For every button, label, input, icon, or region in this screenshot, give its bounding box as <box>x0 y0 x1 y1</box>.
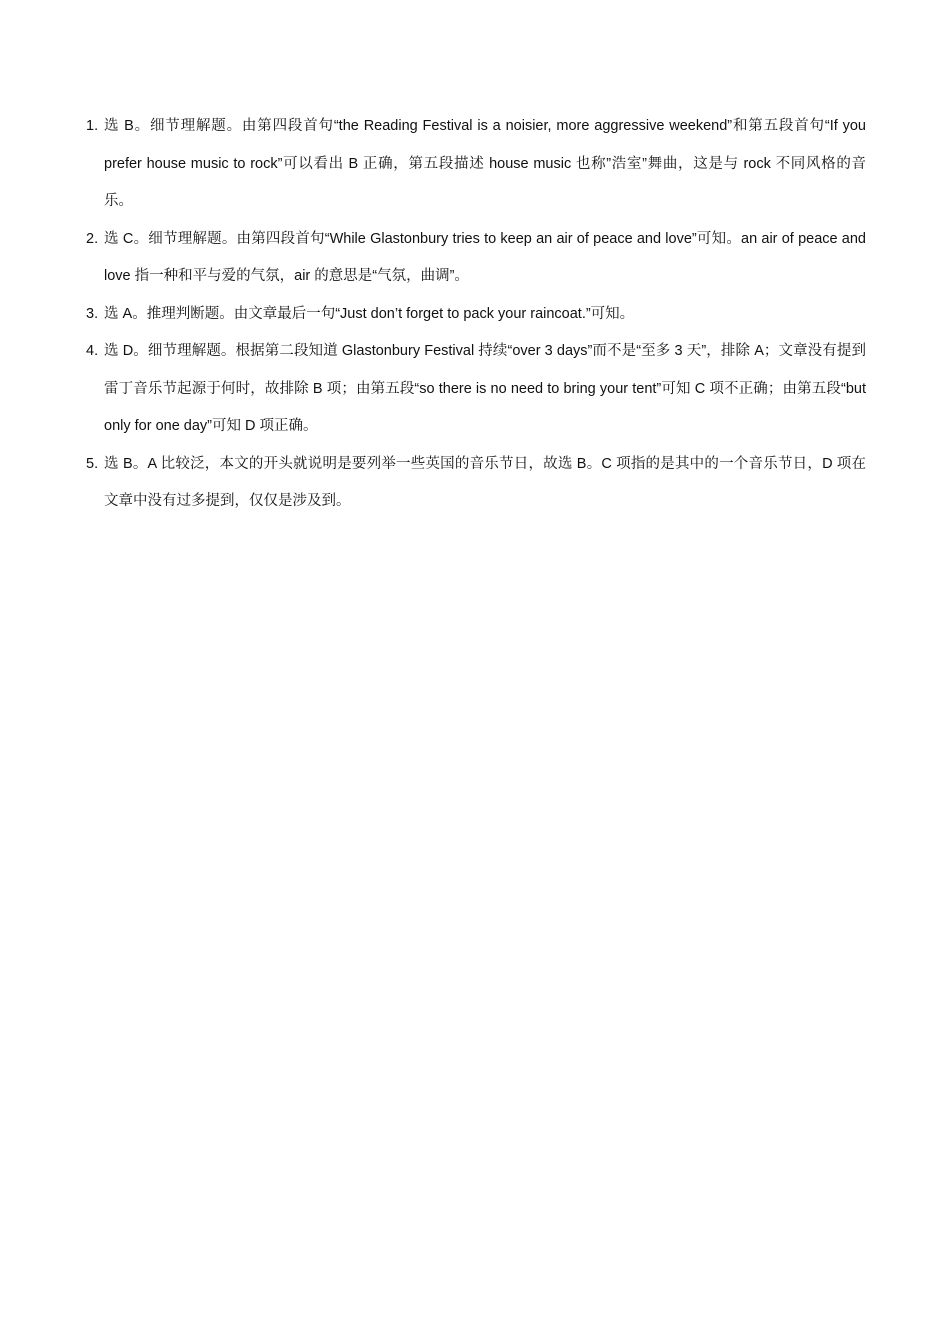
answer-number: 2. <box>86 230 99 247</box>
answer-text: 选 D。细节理解题。根据第二段知道 Glastonbury Festival 持续“over 3 days”而不是“至多 3 天”，排除 A；文章没有提到雷丁音乐节起源于何时，故排除 B 项；由第五段“so there is no need to bring your tent”可知 C 项不正确；由第五段“but only for one day”可知 D 项正确。 <box>104 343 866 434</box>
answer-number: 1. <box>86 118 99 134</box>
answer-item-1 <box>86 108 866 221</box>
answer-list <box>86 108 866 521</box>
answer-text: 选 C。细节理解题。由第四段首句“While Glastonbury tries to keep an air of peace and love”可知。an air of peace and love 指一种和平与爱的气氛，air 的意思是“气氛，曲调”。 <box>104 230 866 284</box>
answer-item-4 <box>86 333 866 446</box>
answer-item-2 <box>86 221 866 296</box>
answer-text: 选 A。推理判断题。由文章最后一句“Just don’t forget to pack your raincoat.”可知。 <box>104 305 635 322</box>
answer-item-3 <box>86 296 866 334</box>
answer-item-5 <box>86 446 866 521</box>
answer-number: 4. <box>86 343 99 359</box>
answer-number: 3. <box>86 305 99 322</box>
answer-text: 选 B。A 比较泛，本文的开头就说明是要列举一些英国的音乐节日，故选 B。C 项指的是其中的一个音乐节日，D 项在文章中没有过多提到，仅仅是涉及到。 <box>104 455 866 509</box>
answer-number: 5. <box>86 455 99 472</box>
answer-text: 选 B。细节理解题。由第四段首句“the Reading Festival is a noisier, more aggressive weekend”和第五段首句“If you prefer house music to rock”可以看出 B 正确，第五段描述 house music 也称”浩室”舞曲，这是与 rock 不同风格的音乐。 <box>104 118 866 209</box>
